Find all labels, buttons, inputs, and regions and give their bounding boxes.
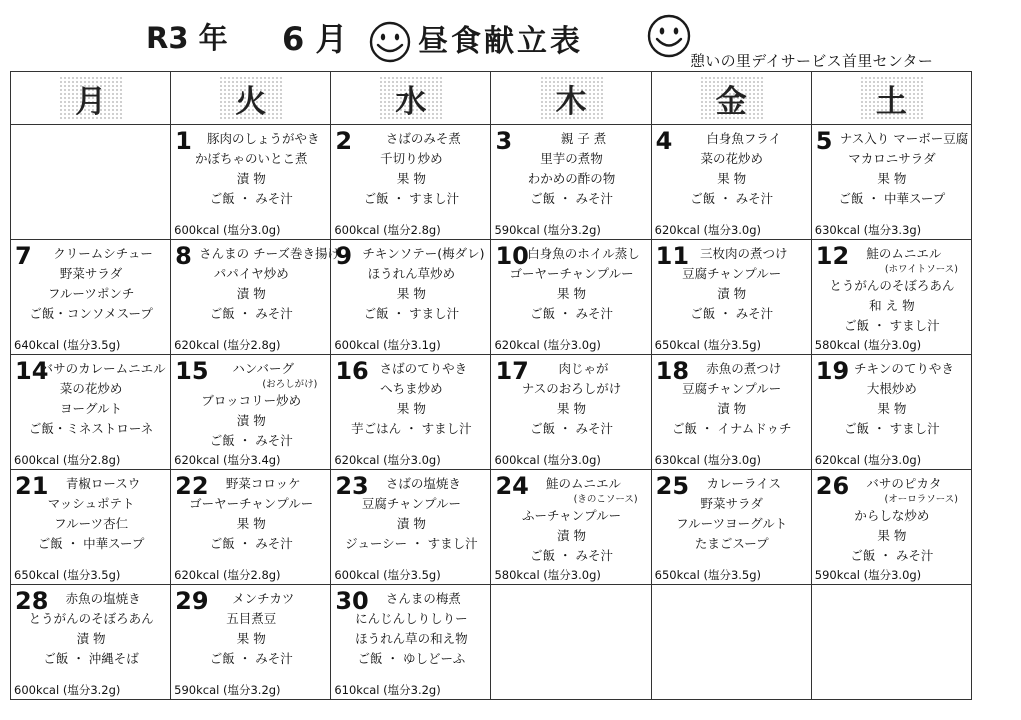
menu-item: とうがんのそぼろあん (829, 278, 955, 293)
calorie-salt-info: 600kcal (塩分3.5g) (334, 568, 441, 582)
menu-item: 青椒ロースウ (65, 476, 141, 491)
week-row (11, 585, 972, 700)
menu-item: 漬 物 (557, 528, 587, 543)
day-cell (171, 470, 331, 585)
menu-item: 白身魚フライ (706, 131, 782, 146)
menu-items (495, 359, 647, 439)
day-number: 12 (815, 242, 850, 270)
menu-item: ご飯 ・ 沖縄そば (43, 651, 139, 666)
calorie-salt-info: 600kcal (塩分3.0g) (494, 453, 601, 467)
menu-item: 野菜サラダ (700, 496, 763, 511)
calorie-salt-info: 630kcal (塩分3.0g) (654, 453, 762, 467)
day-cell (11, 355, 171, 470)
menu-item: ほうれん草炒め (367, 266, 456, 281)
calendar-body (11, 125, 972, 700)
menu-item: ご飯 ・ みそ汁 (209, 651, 293, 666)
calorie-salt-info: 590kcal (塩分3.0g) (814, 568, 922, 582)
weekday-header (811, 72, 971, 125)
menu-items (495, 474, 647, 566)
menu-item: 漬 物 (717, 286, 747, 301)
empty-day-cell (651, 585, 811, 700)
menu-item: 菜の花炒め (59, 381, 123, 396)
week-row (11, 470, 972, 585)
menu-item: 肉じゃが (558, 361, 609, 376)
day-cell (651, 240, 811, 355)
menu-item: メンチカツ (232, 591, 295, 606)
menu-item: ご飯 ・ 中華スープ (37, 536, 145, 551)
day-cell (811, 125, 971, 240)
menu-item: 豆腐チャンプルー (361, 496, 461, 511)
menu-item: ご飯 ・ イナムドゥチ (671, 421, 792, 436)
menu-item: さんまの チーズ巻き揚げ (199, 246, 341, 261)
menu-item: 三枚肉の煮つけ (699, 246, 788, 261)
day-cell (171, 585, 331, 700)
calorie-salt-info: 620kcal (塩分3.0g) (654, 223, 762, 237)
menu-item: 漬 物 (396, 516, 426, 531)
day-cell (11, 240, 171, 355)
menu-items (175, 474, 327, 554)
menu-items (335, 129, 487, 209)
calorie-salt-info: 590kcal (塩分3.2g) (494, 223, 601, 237)
weekday-label: 月 (59, 76, 122, 121)
menu-items (175, 359, 327, 451)
smiley-face-icon (645, 13, 693, 59)
day-number: 23 (335, 472, 369, 500)
menu-items (335, 474, 487, 554)
menu-item: 白身魚のホイル蒸し (527, 246, 640, 261)
weekday-label: 水 (379, 76, 442, 121)
day-number: 14 (15, 357, 49, 385)
menu-item: (きのこソース) (573, 494, 638, 505)
weekday-label: 木 (540, 76, 603, 121)
menu-item: 千切り炒め (380, 151, 443, 166)
menu-item: ジューシー ・ すまし汁 (345, 536, 478, 551)
calorie-salt-info: 620kcal (塩分3.4g) (174, 453, 281, 467)
day-number: 5 (815, 127, 833, 155)
week-row (11, 355, 972, 470)
menu-item: ご飯 ・ ゆしどーふ (357, 651, 466, 666)
day-cell (491, 355, 651, 470)
empty-day-cell (491, 585, 651, 700)
menu-item: 野菜コロッケ (225, 476, 301, 491)
menu-item: 果 物 (236, 631, 266, 646)
menu-items (816, 129, 968, 209)
day-cell (171, 125, 331, 240)
weekday-header (331, 72, 491, 125)
menu-item: からしな炒め (854, 508, 930, 523)
week-row (11, 125, 972, 240)
day-number: 7 (15, 242, 32, 270)
day-cell (651, 470, 811, 585)
menu-item: 果 物 (396, 171, 426, 186)
calorie-salt-info: 580kcal (塩分3.0g) (814, 338, 922, 352)
menu-items (335, 244, 487, 324)
menu-item: 果 物 (396, 401, 426, 416)
menu-item: 果 物 (236, 516, 266, 531)
menu-item: 豆腐チャンプルー (682, 266, 782, 281)
menu-item: 和 え 物 (869, 298, 915, 313)
calorie-salt-info: 630kcal (塩分3.3g) (814, 223, 922, 237)
menu-item: ご飯 ・ みそ汁 (209, 306, 293, 321)
menu-item: 五目煮豆 (226, 611, 277, 626)
day-number: 29 (175, 587, 209, 615)
day-number: 26 (815, 472, 850, 500)
menu-item: 大根炒め (866, 381, 917, 396)
calorie-salt-info: 600kcal (塩分2.8g) (14, 453, 121, 467)
weekday-header (171, 72, 331, 125)
day-number: 21 (15, 472, 49, 500)
menu-items (175, 589, 327, 669)
menu-item: ゴーヤーチャンプルー (189, 496, 314, 511)
empty-day-cell (11, 125, 171, 240)
menu-item: 野菜サラダ (59, 266, 123, 281)
day-number: 4 (655, 127, 673, 155)
month-label: 6 月 (282, 20, 348, 58)
menu-item: カレーライス (706, 476, 781, 491)
menu-item: ご飯 ・ みそ汁 (209, 191, 293, 206)
menu-item: ナス入り マーボー豆腐 (839, 131, 969, 146)
menu-items (15, 474, 167, 554)
smiley-face-icon (367, 20, 413, 64)
menu-item: ご飯・コンソメスープ (29, 306, 153, 321)
menu-item: さんまの梅煮 (385, 591, 461, 606)
day-cell (491, 125, 651, 240)
menu-items (175, 129, 327, 209)
menu-item: (オーロラソース) (884, 494, 958, 505)
weekday-label: 火 (219, 76, 282, 121)
menu-items (656, 474, 808, 554)
menu-item: ヨーグルト (60, 401, 123, 416)
menu-calendar (10, 71, 972, 700)
menu-item: 漬 物 (717, 401, 747, 416)
menu-item: 果 物 (396, 286, 426, 301)
menu-item: ゴーヤーチャンプルー (509, 266, 634, 281)
day-cell (811, 355, 971, 470)
empty-day-cell (811, 585, 971, 700)
menu-item: 豚肉のしょうがやき (206, 131, 320, 146)
menu-item: 果 物 (557, 286, 587, 301)
day-number: 17 (495, 357, 529, 385)
menu-item: とうがんのそぼろあん (28, 611, 154, 626)
menu-item: マッシュポテト (47, 496, 135, 511)
day-number: 19 (815, 357, 850, 385)
menu-item: ご飯 ・ 中華スープ (838, 191, 946, 206)
menu-item: 鮭のムニエル (546, 476, 622, 491)
day-cell (331, 125, 491, 240)
menu-items (495, 129, 647, 209)
day-number: 24 (495, 472, 529, 500)
menu-item: 漬 物 (236, 286, 266, 301)
menu-item: さばのてりやき (379, 361, 468, 376)
calorie-salt-info: 620kcal (塩分3.0g) (814, 453, 922, 467)
day-number: 28 (15, 587, 49, 615)
menu-item: ご飯 ・ みそ汁 (850, 548, 934, 563)
menu-item: 豆腐チャンプルー (682, 381, 782, 396)
day-number: 3 (495, 127, 513, 155)
day-cell (171, 355, 331, 470)
era-year: R3 年 (146, 21, 228, 55)
menu-item: ナスのおろしがけ (521, 381, 622, 396)
menu-item: バサのカレームニエル (40, 361, 166, 376)
day-number: 16 (335, 357, 369, 385)
day-number: 8 (175, 242, 192, 270)
day-number: 1 (175, 127, 192, 155)
weekday-header-row (11, 72, 972, 125)
menu-item: チキンソテー(梅ダレ) (362, 246, 485, 261)
menu-item: ご飯 ・ みそ汁 (530, 306, 614, 321)
menu-item: ご飯 ・ みそ汁 (530, 421, 614, 436)
menu-items (15, 589, 167, 669)
menu-items (656, 359, 808, 439)
weekday-label: 土 (860, 76, 923, 121)
menu-item: ハンバーグ (232, 361, 295, 376)
menu-item: 鮭のムニエル (866, 246, 942, 261)
menu-item: ご飯 ・ みそ汁 (209, 536, 293, 551)
calorie-salt-info: 650kcal (塩分3.5g) (14, 568, 121, 582)
calorie-salt-info: 650kcal (塩分3.5g) (654, 568, 762, 582)
calorie-salt-info: 580kcal (塩分3.0g) (494, 568, 601, 582)
menu-item: ご飯 ・ みそ汁 (209, 433, 293, 448)
day-cell (651, 355, 811, 470)
menu-item: へちま炒め (380, 381, 443, 396)
day-number: 10 (495, 242, 529, 270)
day-cell (11, 470, 171, 585)
page-title: 昼食献立表 (418, 24, 583, 59)
menu-items (816, 244, 968, 336)
day-cell (811, 240, 971, 355)
calorie-salt-info: 600kcal (塩分3.1g) (334, 338, 441, 352)
menu-item: パパイヤ炒め (213, 266, 289, 281)
menu-items (656, 244, 808, 324)
menu-item: 赤魚の煮つけ (706, 361, 782, 376)
day-cell (651, 125, 811, 240)
calorie-salt-info: 590kcal (塩分3.2g) (174, 683, 281, 697)
menu-item: フルーツヨーグルト (676, 516, 788, 531)
menu-item: チキンのてりやき (853, 361, 954, 376)
day-cell (811, 470, 971, 585)
menu-item: 果 物 (717, 171, 747, 186)
calorie-salt-info: 600kcal (塩分2.8g) (334, 223, 441, 237)
day-cell (491, 470, 651, 585)
menu-items (656, 129, 808, 209)
menu-item: ほうれん草の和え物 (355, 631, 468, 646)
menu-item: (おろしがけ) (262, 379, 318, 390)
menu-item: 親 子 煮 (560, 131, 607, 146)
day-number: 25 (655, 472, 690, 500)
header (0, 0, 1021, 72)
day-number: 22 (175, 472, 209, 500)
menu-item: 果 物 (557, 401, 587, 416)
menu-item: たまごスープ (694, 536, 769, 551)
menu-item: かぼちゃのいとこ煮 (194, 151, 308, 166)
menu-item: フルーツポンチ (47, 286, 135, 301)
day-number: 30 (335, 587, 369, 615)
menu-item: ご飯 ・ みそ汁 (530, 191, 614, 206)
calorie-salt-info: 640kcal (塩分3.5g) (14, 338, 121, 352)
menu-item: 果 物 (877, 528, 907, 543)
menu-item: 漬 物 (236, 171, 266, 186)
weekday-header (651, 72, 811, 125)
weekday-header (11, 72, 171, 125)
menu-item: 菜の花炒め (700, 151, 763, 166)
calorie-salt-info: 610kcal (塩分3.2g) (334, 683, 441, 697)
day-cell (331, 585, 491, 700)
menu-item: ご飯 ・ すまし汁 (363, 191, 460, 206)
calorie-salt-info: 650kcal (塩分3.5g) (654, 338, 762, 352)
day-number: 9 (335, 242, 353, 270)
weekday-header (491, 72, 651, 125)
day-number: 15 (175, 357, 209, 385)
weekday-label: 金 (700, 76, 763, 121)
calorie-salt-info: 620kcal (塩分2.8g) (174, 338, 281, 352)
menu-item: さばの塩焼き (385, 476, 461, 491)
calorie-salt-info: 620kcal (塩分2.8g) (174, 568, 281, 582)
menu-items (15, 359, 167, 439)
menu-items (816, 474, 968, 566)
menu-item: フルーツ杏仁 (54, 516, 129, 531)
menu-item: 果 物 (877, 401, 907, 416)
day-cell (331, 470, 491, 585)
day-number: 11 (655, 242, 690, 270)
menu-items (816, 359, 968, 439)
menu-item: 赤魚の塩焼き (65, 591, 141, 606)
menu-item: マカロニサラダ (848, 151, 936, 166)
day-number: 2 (335, 127, 353, 155)
menu-item: 果 物 (877, 171, 907, 186)
menu-items (495, 244, 647, 324)
center-name: 憩いの里デイサービス首里センター (690, 52, 934, 70)
week-row (11, 240, 972, 355)
menu-item: ご飯 ・ みそ汁 (690, 306, 774, 321)
menu-item: さばのみそ煮 (385, 131, 461, 146)
menu-item: わかめの酢の物 (527, 171, 616, 186)
menu-item: ご飯 ・ すまし汁 (844, 421, 940, 436)
menu-item: クリームシチュー (53, 246, 153, 261)
menu-item: ご飯 ・ みそ汁 (530, 548, 614, 563)
calorie-salt-info: 600kcal (塩分3.2g) (14, 683, 121, 697)
menu-item: ブロッコリー炒め (201, 393, 302, 408)
menu-items (335, 359, 487, 439)
day-cell (331, 355, 491, 470)
menu-item: 漬 物 (76, 631, 106, 646)
menu-item: 漬 物 (236, 413, 266, 428)
menu-item: ご飯・ミネストローネ (28, 421, 154, 436)
menu-items (15, 244, 167, 324)
menu-item: 里芋の煮物 (540, 151, 603, 166)
calorie-salt-info: 600kcal (塩分3.0g) (174, 223, 281, 237)
menu-items (335, 589, 487, 669)
menu-item: (ホワイトソース) (884, 264, 958, 275)
menu-item: バサのピカタ (866, 476, 942, 491)
menu-item: にんじんしりしりー (355, 611, 468, 626)
menu-items (175, 244, 341, 324)
menu-item: ご飯 ・ すまし汁 (844, 318, 940, 333)
menu-item: ふーチャンプルー (521, 508, 622, 523)
menu-item: 芋ごはん ・ すまし汁 (351, 421, 472, 436)
menu-item: ご飯 ・ みそ汁 (690, 191, 774, 206)
day-cell (491, 240, 651, 355)
day-cell (171, 240, 341, 355)
menu-item: ご飯 ・ すまし汁 (363, 306, 460, 321)
day-cell (331, 240, 491, 355)
calorie-salt-info: 620kcal (塩分3.0g) (494, 338, 601, 352)
day-number: 18 (655, 357, 690, 385)
calorie-salt-info: 620kcal (塩分3.0g) (334, 453, 441, 467)
day-cell (11, 585, 171, 700)
